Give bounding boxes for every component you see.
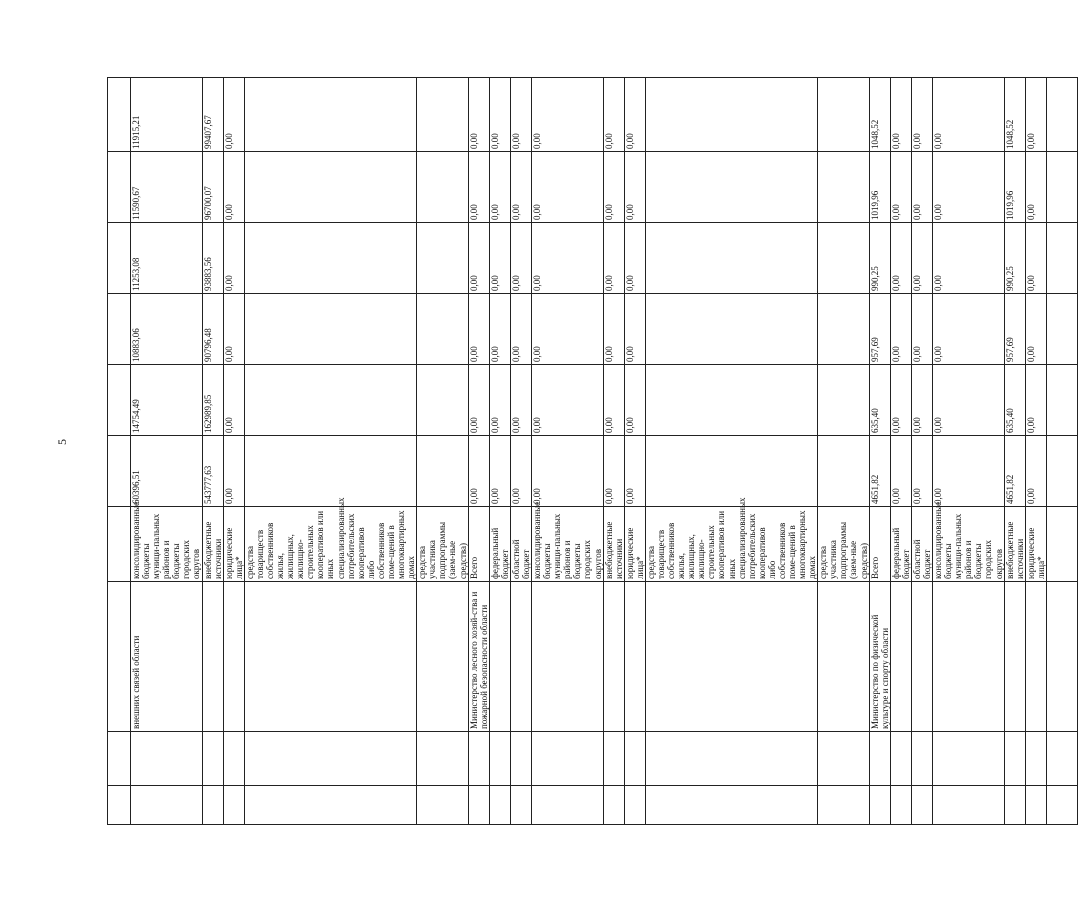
table-cell [108, 365, 131, 436]
table-cell: 0,00 [624, 436, 645, 507]
table-cell: 957,69 [1004, 294, 1025, 365]
table-cell: внебюджетные источники [1004, 507, 1025, 582]
table-cell: 0,00 [223, 223, 244, 294]
table-cell: 0,00 [510, 436, 531, 507]
table-row [108, 78, 131, 825]
table-cell [1046, 78, 1077, 152]
table-cell: внебюджетные источники [202, 507, 223, 582]
table-row [603, 78, 624, 825]
table-cell: 0,00 [1025, 294, 1046, 365]
table-cell [417, 582, 468, 732]
table-row [417, 78, 468, 825]
table-cell [869, 732, 890, 786]
table-row [818, 78, 869, 825]
table-cell [532, 732, 604, 786]
table-cell [1046, 294, 1077, 365]
table-cell: 0,00 [890, 152, 911, 223]
table-cell [108, 507, 131, 582]
table-cell: 0,00 [624, 78, 645, 152]
table-cell: Всего [869, 507, 890, 582]
table-cell: 0,00 [933, 294, 1005, 365]
table-cell [489, 786, 510, 825]
table-cell: 990,25 [1004, 223, 1025, 294]
table-row [468, 78, 489, 825]
table-row [202, 78, 223, 825]
table-cell: консолидированные бюджеты муници-пальных районов и бюджеты городских округов [933, 507, 1005, 582]
table-cell: 0,00 [911, 436, 932, 507]
table-cell [869, 786, 890, 825]
table-cell: 0,00 [468, 223, 489, 294]
table-cell: юридические лица* [624, 507, 645, 582]
table-cell [1046, 365, 1077, 436]
table-cell [890, 786, 911, 825]
table-row [645, 78, 817, 825]
table-cell [417, 436, 468, 507]
table-cell: Министерство по физической культуре и спорту области [869, 582, 890, 732]
table-cell [244, 78, 416, 152]
table-cell [468, 732, 489, 786]
table-cell [1025, 582, 1046, 732]
table-cell: 0,00 [532, 223, 604, 294]
table-row [911, 78, 932, 825]
table-cell [1046, 436, 1077, 507]
table-cell [933, 786, 1005, 825]
table-cell: 14754,49 [131, 365, 203, 436]
table-cell: 0,00 [223, 436, 244, 507]
rotated-table-wrapper [107, 78, 1046, 825]
table-cell: 0,00 [510, 294, 531, 365]
table-cell [911, 582, 932, 732]
table-cell [223, 786, 244, 825]
table-cell [244, 436, 416, 507]
table-cell [645, 294, 817, 365]
table-cell: 543777,63 [202, 436, 223, 507]
table-cell [108, 223, 131, 294]
table-cell: 1048,52 [869, 78, 890, 152]
table-cell: 0,00 [510, 223, 531, 294]
table-cell: 0,00 [223, 152, 244, 223]
table-cell: 11253,08 [131, 223, 203, 294]
table-cell: 11590,67 [131, 152, 203, 223]
table-cell [108, 78, 131, 152]
table-cell: 0,00 [223, 78, 244, 152]
table-cell: 635,40 [1004, 365, 1025, 436]
table-cell: юридические лица* [223, 507, 244, 582]
table-cell: 0,00 [603, 78, 624, 152]
table-cell: 0,00 [911, 223, 932, 294]
table-cell [532, 582, 604, 732]
table-row [1046, 78, 1077, 825]
table-row [933, 78, 1005, 825]
table-cell [645, 786, 817, 825]
table-cell [108, 152, 131, 223]
table-cell: 0,00 [890, 294, 911, 365]
table-cell [1046, 582, 1077, 732]
table-cell [1004, 786, 1025, 825]
table-cell [244, 294, 416, 365]
table-cell: 0,00 [624, 152, 645, 223]
table-cell: 0,00 [489, 294, 510, 365]
table-cell [911, 732, 932, 786]
table-cell [624, 732, 645, 786]
table-cell: 0,00 [468, 78, 489, 152]
table-cell [202, 582, 223, 732]
table-cell [417, 294, 468, 365]
table-cell [645, 582, 817, 732]
table-cell: 0,00 [489, 78, 510, 152]
table-cell: 0,00 [911, 152, 932, 223]
table-cell: средства участника подпрограммы (заем-ные средства) [818, 507, 869, 582]
table-cell: 0,00 [532, 436, 604, 507]
table-cell: Всего [468, 507, 489, 582]
table-cell: 0,00 [624, 294, 645, 365]
table-cell [911, 786, 932, 825]
budget-table [107, 77, 1078, 825]
table-row [890, 78, 911, 825]
table-cell: 0,00 [223, 365, 244, 436]
table-cell [818, 786, 869, 825]
table-cell [645, 436, 817, 507]
table-cell: 0,00 [1025, 78, 1046, 152]
table-cell: 0,00 [911, 294, 932, 365]
table-cell: 0,00 [1025, 436, 1046, 507]
table-cell [1046, 786, 1077, 825]
table-cell [244, 365, 416, 436]
table-cell: средства товариществ собственников жилья, жилищных, жилищно-строительных кооперативов или иных специализированных потребительских кооперативов либо собственников поме-щений в многоквартирных домах [244, 507, 416, 582]
table-cell [603, 732, 624, 786]
table-cell [510, 732, 531, 786]
table-cell [1004, 582, 1025, 732]
table-cell: 0,00 [911, 78, 932, 152]
table-row [869, 78, 890, 825]
table-cell: 0,00 [1025, 365, 1046, 436]
table-cell: 0,00 [510, 365, 531, 436]
table-cell [818, 152, 869, 223]
table-cell [510, 786, 531, 825]
table-cell: 0,00 [933, 152, 1005, 223]
table-cell [202, 786, 223, 825]
table-cell [223, 732, 244, 786]
table-cell [468, 786, 489, 825]
table-cell: 4651,82 [1004, 436, 1025, 507]
table-cell [645, 732, 817, 786]
table-cell [818, 436, 869, 507]
table-cell: 0,00 [1025, 152, 1046, 223]
table-cell [417, 223, 468, 294]
table-cell: консолидированные бюджеты муници-пальных районов и бюджеты городских округов [131, 507, 203, 582]
table-cell: 0,00 [890, 223, 911, 294]
table-row [1025, 78, 1046, 825]
table-cell [603, 786, 624, 825]
table-cell [244, 152, 416, 223]
table-cell [131, 732, 203, 786]
table-row [624, 78, 645, 825]
table-cell: 0,00 [510, 152, 531, 223]
table-cell: 0,00 [933, 78, 1005, 152]
table-cell: 0,00 [489, 152, 510, 223]
table-cell: 99407,67 [202, 78, 223, 152]
table-cell: 0,00 [624, 223, 645, 294]
table-cell: 0,00 [890, 365, 911, 436]
table-cell: 635,40 [869, 365, 890, 436]
table-cell: 90796,48 [202, 294, 223, 365]
table-cell [645, 223, 817, 294]
table-cell: 0,00 [603, 365, 624, 436]
table-row [532, 78, 604, 825]
table-cell: 0,00 [603, 294, 624, 365]
table-cell: 0,00 [933, 223, 1005, 294]
table-cell: консолидированные бюджеты муници-пальных районов и бюджеты городских округов [532, 507, 604, 582]
page-number: 5 [55, 439, 69, 445]
table-cell: внешних связей области [131, 582, 203, 732]
table-cell: 0,00 [489, 223, 510, 294]
table-cell: 60396,51 [131, 436, 203, 507]
table-cell [202, 732, 223, 786]
table-cell [108, 732, 131, 786]
table-cell [1046, 507, 1077, 582]
table-cell [624, 786, 645, 825]
table-cell: 96700,07 [202, 152, 223, 223]
table-cell [108, 436, 131, 507]
table-cell: 1048,52 [1004, 78, 1025, 152]
table-cell [489, 732, 510, 786]
table-cell [1046, 732, 1077, 786]
table-cell [603, 582, 624, 732]
table-cell [645, 152, 817, 223]
table-cell [818, 294, 869, 365]
table-cell [417, 786, 468, 825]
table-cell [244, 582, 416, 732]
table-cell: 11915,21 [131, 78, 203, 152]
table-cell [417, 78, 468, 152]
table-cell [532, 786, 604, 825]
table-cell: 0,00 [603, 223, 624, 294]
table-cell: 0,00 [624, 365, 645, 436]
table-cell: 0,00 [468, 152, 489, 223]
table-cell: 0,00 [532, 78, 604, 152]
table-cell: 0,00 [890, 436, 911, 507]
table-row [510, 78, 531, 825]
table-cell [108, 786, 131, 825]
table-cell: 957,69 [869, 294, 890, 365]
table-cell: федеральный бюджет [890, 507, 911, 582]
table-cell: 990,25 [869, 223, 890, 294]
table-cell: 0,00 [532, 365, 604, 436]
table-cell: внебюджетные источники [603, 507, 624, 582]
table-cell [818, 78, 869, 152]
table-cell: 0,00 [890, 78, 911, 152]
table-cell [818, 223, 869, 294]
table-cell [818, 582, 869, 732]
table-cell [108, 294, 131, 365]
table-cell [890, 732, 911, 786]
table-cell: юридические лица* [1025, 507, 1046, 582]
table-cell [223, 582, 244, 732]
table-cell: 0,00 [223, 294, 244, 365]
table-row [1004, 78, 1025, 825]
table-cell: областной бюджет [911, 507, 932, 582]
table-cell [417, 365, 468, 436]
table-row [489, 78, 510, 825]
table-cell: 0,00 [468, 365, 489, 436]
table-cell: областной бюджет [510, 507, 531, 582]
table-cell: 0,00 [468, 436, 489, 507]
table-cell [1004, 732, 1025, 786]
table-row [244, 78, 416, 825]
table-cell: средства участника подпрограммы (заем-ные средства) [417, 507, 468, 582]
table-cell [1025, 732, 1046, 786]
table-cell [933, 732, 1005, 786]
table-cell: 0,00 [1025, 223, 1046, 294]
table-cell: 1019,96 [869, 152, 890, 223]
table-row [223, 78, 244, 825]
table-cell [489, 582, 510, 732]
table-cell: 0,00 [603, 152, 624, 223]
table-cell: 0,00 [489, 365, 510, 436]
table-cell [890, 582, 911, 732]
table-cell: 0,00 [489, 436, 510, 507]
table-cell [510, 582, 531, 732]
table-cell: 0,00 [468, 294, 489, 365]
table-cell: 10883,06 [131, 294, 203, 365]
table-cell [645, 78, 817, 152]
table-cell: 1019,96 [1004, 152, 1025, 223]
table-cell: средства товариществ собственников жилья, жилищных, жилищно-строительных кооперативов или иных специализированных потребительских кооперативов либо собственников поме-щений в многоквартирных домах [645, 507, 817, 582]
table-cell [818, 365, 869, 436]
table-cell: 0,00 [911, 365, 932, 436]
table-cell [1046, 223, 1077, 294]
table-cell: 93883,56 [202, 223, 223, 294]
table-cell [417, 732, 468, 786]
table-cell: 0,00 [933, 365, 1005, 436]
table-cell [818, 732, 869, 786]
table-cell [417, 152, 468, 223]
table-row [131, 78, 203, 825]
table-cell: 0,00 [510, 78, 531, 152]
table-cell: 0,00 [603, 436, 624, 507]
table-cell: 0,00 [532, 294, 604, 365]
table-cell: федеральный бюджет [489, 507, 510, 582]
table-cell: 4651,82 [869, 436, 890, 507]
table-cell [131, 786, 203, 825]
table-cell [933, 582, 1005, 732]
table-cell: Министерство лесного хозяй-ства и пожарной безопасности области [468, 582, 489, 732]
table-cell: 162989,85 [202, 365, 223, 436]
table-cell [244, 732, 416, 786]
table-cell [1025, 786, 1046, 825]
table-cell [624, 582, 645, 732]
table-cell [1046, 152, 1077, 223]
table-cell [645, 365, 817, 436]
table-cell [108, 582, 131, 732]
table-cell [244, 786, 416, 825]
table-cell: 0,00 [933, 436, 1005, 507]
table-cell [244, 223, 416, 294]
table-cell: 0,00 [532, 152, 604, 223]
